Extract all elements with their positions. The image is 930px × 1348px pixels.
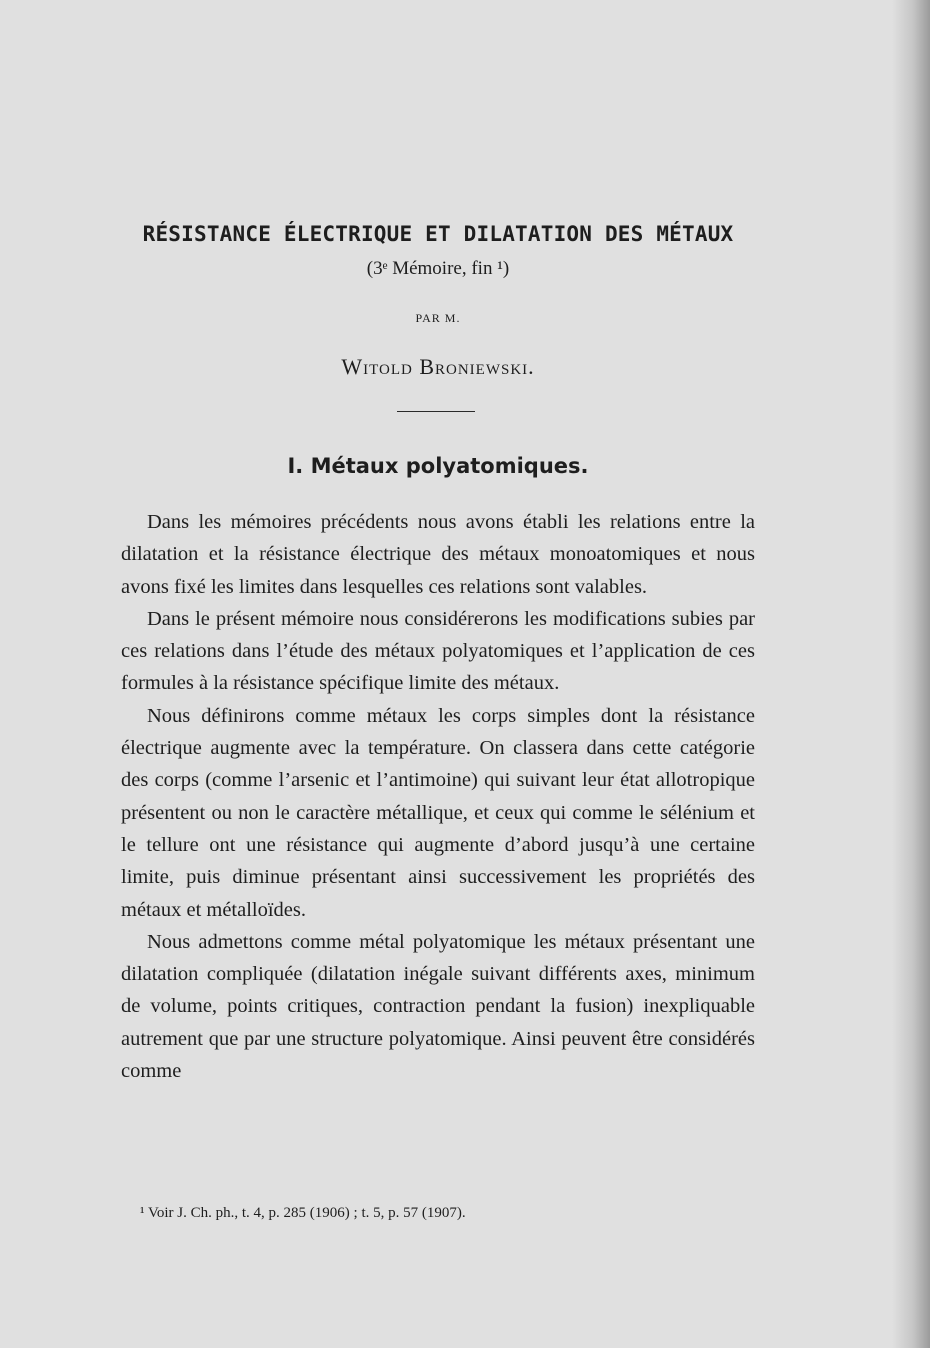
footnote-text: Voir J. Ch. ph., t. 4, p. 285 (1906) ; t. 5, p. 57 (1907). [147,1205,466,1221]
section-heading: I. Métaux polyatomiques. [287,454,589,478]
author-name: Witold Broniewski. [341,354,535,379]
article-title: RÉSISTANCE ÉLECTRIQUE ET DILATATION DES MÉTAUX [142,222,734,246]
article-subtitle: (3ᵉ Mémoire, fin ¹) [366,258,510,279]
footnote-marker: ¹ [140,1205,145,1221]
paragraph-3: Nous définirons comme métaux les corps simples dont la résistance électrique augmente avec la température. On classera dans cette catégorie des corps (comme l’arsenic et l’antimoine) qui suivant leur état allotropique présentent ou non le caractère métallique, et ceux qui comme le sélénium et le tellure ont une résistance qui augmente d’abord jusqu’à une certaine limite, puis diminue présentant ainsi successivement les propriétés des métaux et métalloïdes. [121,704,755,921]
paragraph-2: Dans le présent mémoire nous considérerons les modifications subies par ces relations dans l’étude des métaux polyatomiques et l’application de ces formules à la résistance spécifique limite des métaux. [121,607,755,695]
paragraph-1: Dans les mémoires précédents nous avons établi les relations entre la dilatation et la résistance électrique des métaux monoatomiques et nous avons fixé les limites dans lesquelles ces relations sont valables. [121,511,755,598]
body-text [121,506,755,1087]
separator-rule [397,411,475,412]
by-line: PAR M. [415,311,461,325]
footnote [140,1205,760,1222]
page-edge-shadow [892,0,930,1348]
paragraph-4: Nous admettons comme métal polyatomique les métaux présentant une dilatation compliquée (dilatation inégale suivant différents axes, minimum de volume, points critiques, contraction pendant la fusion) inexpliquable autrement que par une structure polyatomique. Ainsi peuvent être considérés comme [121,930,755,1083]
